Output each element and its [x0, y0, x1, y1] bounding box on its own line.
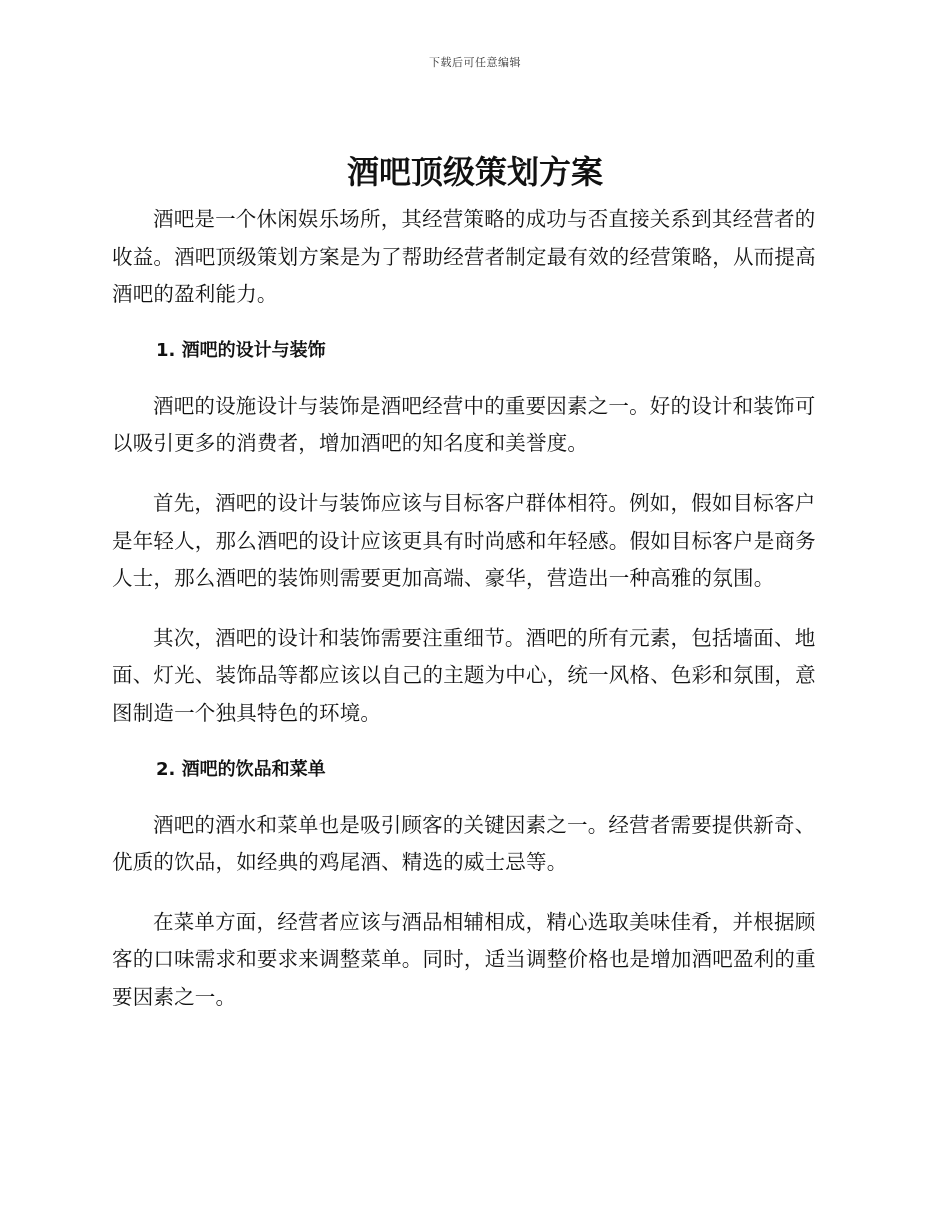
design-paragraph-1: 酒吧的设施设计与装饰是酒吧经营中的重要因素之一。好的设计和装饰可以吸引更多的消费者，增加酒吧的知名度和美誉度。 — [112, 393, 816, 456]
document-title: 酒吧顶级策划方案 — [346, 153, 603, 191]
drinks-paragraph-1: 酒吧的酒水和菜单也是吸引顾客的关键因素之一。经营者需要提供新奇、优质的饮品，如经典的鸡尾酒、精选的威士忌等。 — [112, 812, 816, 875]
section-heading-design: 1. 酒吧的设计与装饰 — [156, 339, 326, 361]
design-paragraph-2: 首先，酒吧的设计与装饰应该与目标客户群体相符。例如，假如目标客户是年轻人，那么酒吧的设计应该更具有时尚感和年轻感。假如目标客户是商务人士，那么酒吧的装饰则需要更加高端、豪华，营造出一种高雅的氛围。 — [112, 490, 816, 591]
section-heading-drinks-menu: 2. 酒吧的饮品和菜单 — [156, 758, 326, 780]
page-header-note: 下载后可任意编辑 — [429, 56, 521, 69]
document-body — [112, 201, 832, 1017]
drinks-paragraph-2: 在菜单方面，经营者应该与酒品相辅相成，精心选取美味佳肴，并根据顾客的口味需求和要求来调整菜单。同时，适当调整价格也是增加酒吧盈利的重要因素之一。 — [112, 909, 816, 1009]
design-paragraph-3: 其次，酒吧的设计和装饰需要注重细节。酒吧的所有元素，包括墙面、地面、灯光、装饰品等都应该以自己的主题为中心，统一风格、色彩和氛围，意图制造一个独具特色的环境。 — [112, 625, 816, 725]
intro-paragraph: 酒吧是一个休闲娱乐场所，其经营策略的成功与否直接关系到其经营者的收益。酒吧顶级策划方案是为了帮助经营者制定最有效的经营策略，从而提高酒吧的盈利能力。 — [112, 207, 816, 307]
